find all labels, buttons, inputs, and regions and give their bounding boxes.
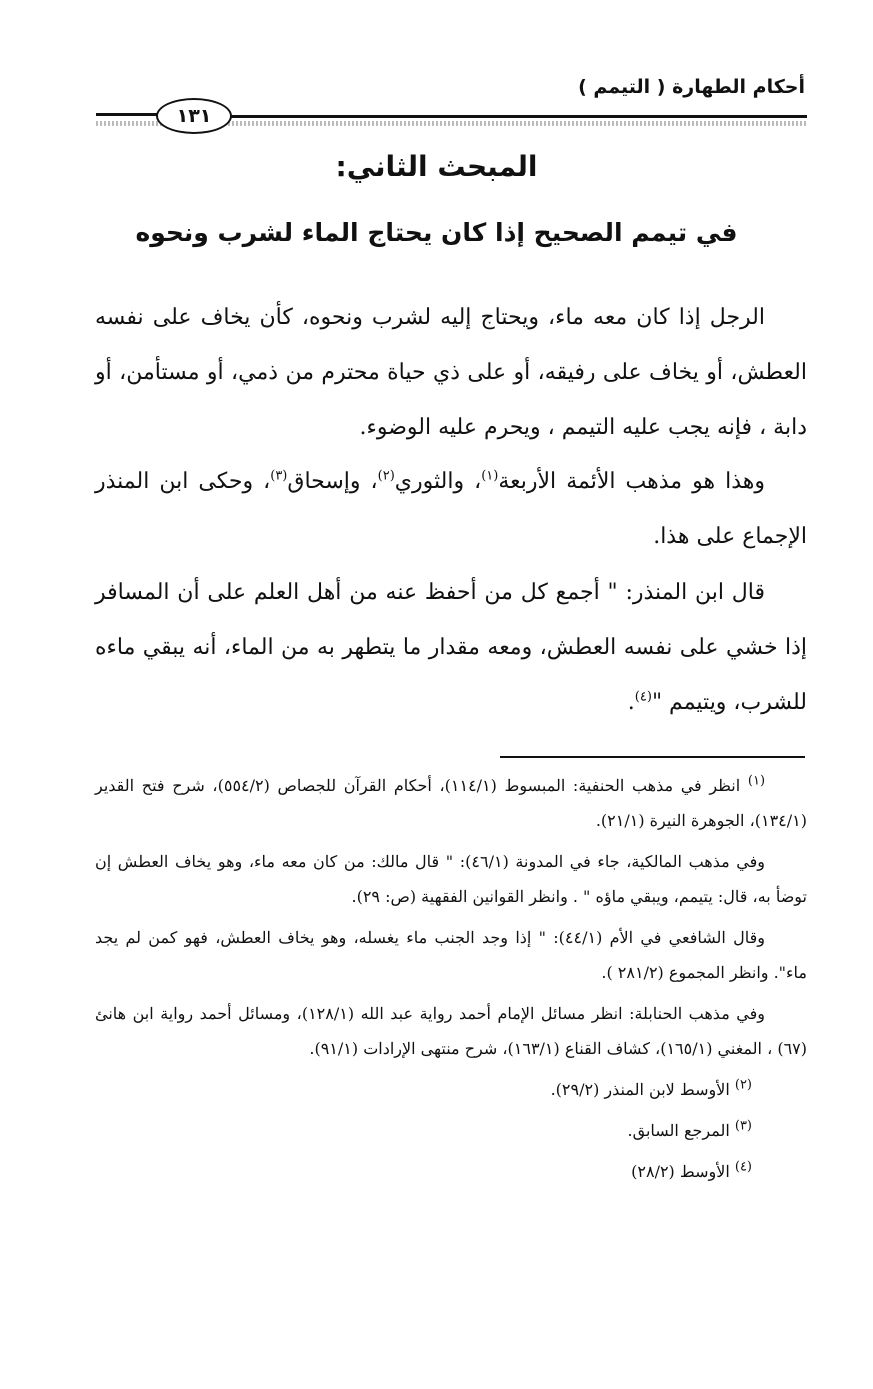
header-rule-left (96, 113, 158, 116)
text-run: ، وإسحاق (287, 469, 378, 494)
footnote-ref-1[interactable]: (١) (481, 468, 499, 484)
text-run: وهذا هو مذهب الأئمة الأربعة (498, 469, 765, 494)
footnote-1-maliki: وفي مذهب المالكية، جاء في المدونة (٤٦/١): " قال مالك: من كان معه ماء، وهو يخاف العطش إن توضأ به، قال: يتيمم، ويبقي ماؤه " . وانظر القوانين الفقهية (ص: ٢٩). (95, 852, 807, 906)
paragraph-text: الرجل إذا كان معه ماء، ويحتاج إليه لشرب ونحوه، كأن يخاف على نفسه العطش، أو يخاف على رفيقه، أو على ذي حياة محترم من ذمي، أو مستأمن، أو دابة ، فإنه يجب عليه التيمم ، ويحرم عليه الوضوء. (95, 305, 807, 440)
text-run: . (627, 690, 635, 715)
footnote-number: (٤) (734, 1159, 752, 1175)
footnote-text: المرجع السابق. (627, 1121, 730, 1140)
footnote-ref-2[interactable]: (٢) (377, 468, 395, 484)
footnote-number: (١) (747, 773, 766, 789)
footnote-1-hanbali: وفي مذهب الحنابلة: انظر مسائل الإمام أحمد رواية عبد الله (١٢٨/١)، ومسائل أحمد رواية ابن هانئ (٦٧) ، المغني (١٦٥/١)، كشاف القناع (١٦٣/١)، شرح منتهى الإرادات (٩١/١). (95, 1004, 807, 1058)
footnote-separator (500, 756, 805, 758)
text-run: ، وحكى ابن المنذر الإجماع على هذا. (95, 469, 807, 549)
footnote-4 (95, 1154, 752, 1189)
footnote-ref-3[interactable]: (٣) (270, 468, 288, 484)
text-run: ، والثوري (394, 469, 482, 494)
body-paragraph-2 (95, 454, 807, 564)
text-run: قال ابن المنذر: " أجمع كل من أحفظ عنه من أهل العلم على أن المسافر إذا خشي على نفسه العطش، ومعه مقدار ما يتطهر به من الماء، أنه يبقي ماءه للشرب، ويتيمم " (95, 580, 807, 715)
footnote-text: الأوسط لابن المنذر (٢٩/٢). (550, 1080, 730, 1099)
body-paragraph-3 (95, 565, 807, 730)
footnote-2 (95, 1072, 752, 1107)
running-title: أحكام الطهارة ( التيمم ) (578, 76, 805, 98)
footnote-number: (٢) (734, 1077, 752, 1093)
footnote-3 (95, 1113, 752, 1148)
footnote-ref-4[interactable]: (٤) (634, 689, 652, 705)
footnote-1 (95, 768, 807, 838)
footnote-number: (٣) (734, 1118, 752, 1134)
footnote-1-shafii: وقال الشافعي في الأم (٤٤/١): " إذا وجد الجنب ماء يغسله، وهو يخاف العطش، فهو كمن لم يجد ماء". وانظر المجموع (٢٨١/٢ ). (95, 928, 807, 982)
paragraph-text (95, 565, 807, 730)
section-title: في تيمم الصحيح إذا كان يحتاج الماء لشرب ونحوه (135, 218, 738, 247)
footnote-text: انظر في مذهب الحنفية: المبسوط (١١٤/١)، أحكام القرآن للجصاص (٥٥٤/٢)، شرح فتح القدير (١٣٤/١)، الجوهرة النيرة (٢١/١). (95, 776, 807, 830)
paragraph-text (95, 454, 807, 564)
page-number-badge (156, 98, 232, 134)
body-paragraph-1 (95, 290, 807, 455)
header-rule-right (226, 115, 807, 118)
footnote-text: الأوسط (٢٨/٢) (631, 1162, 730, 1181)
section-label: المبحث الثاني: (335, 150, 538, 183)
footnotes (95, 768, 807, 1189)
page-number: ١٣١ (176, 105, 212, 127)
